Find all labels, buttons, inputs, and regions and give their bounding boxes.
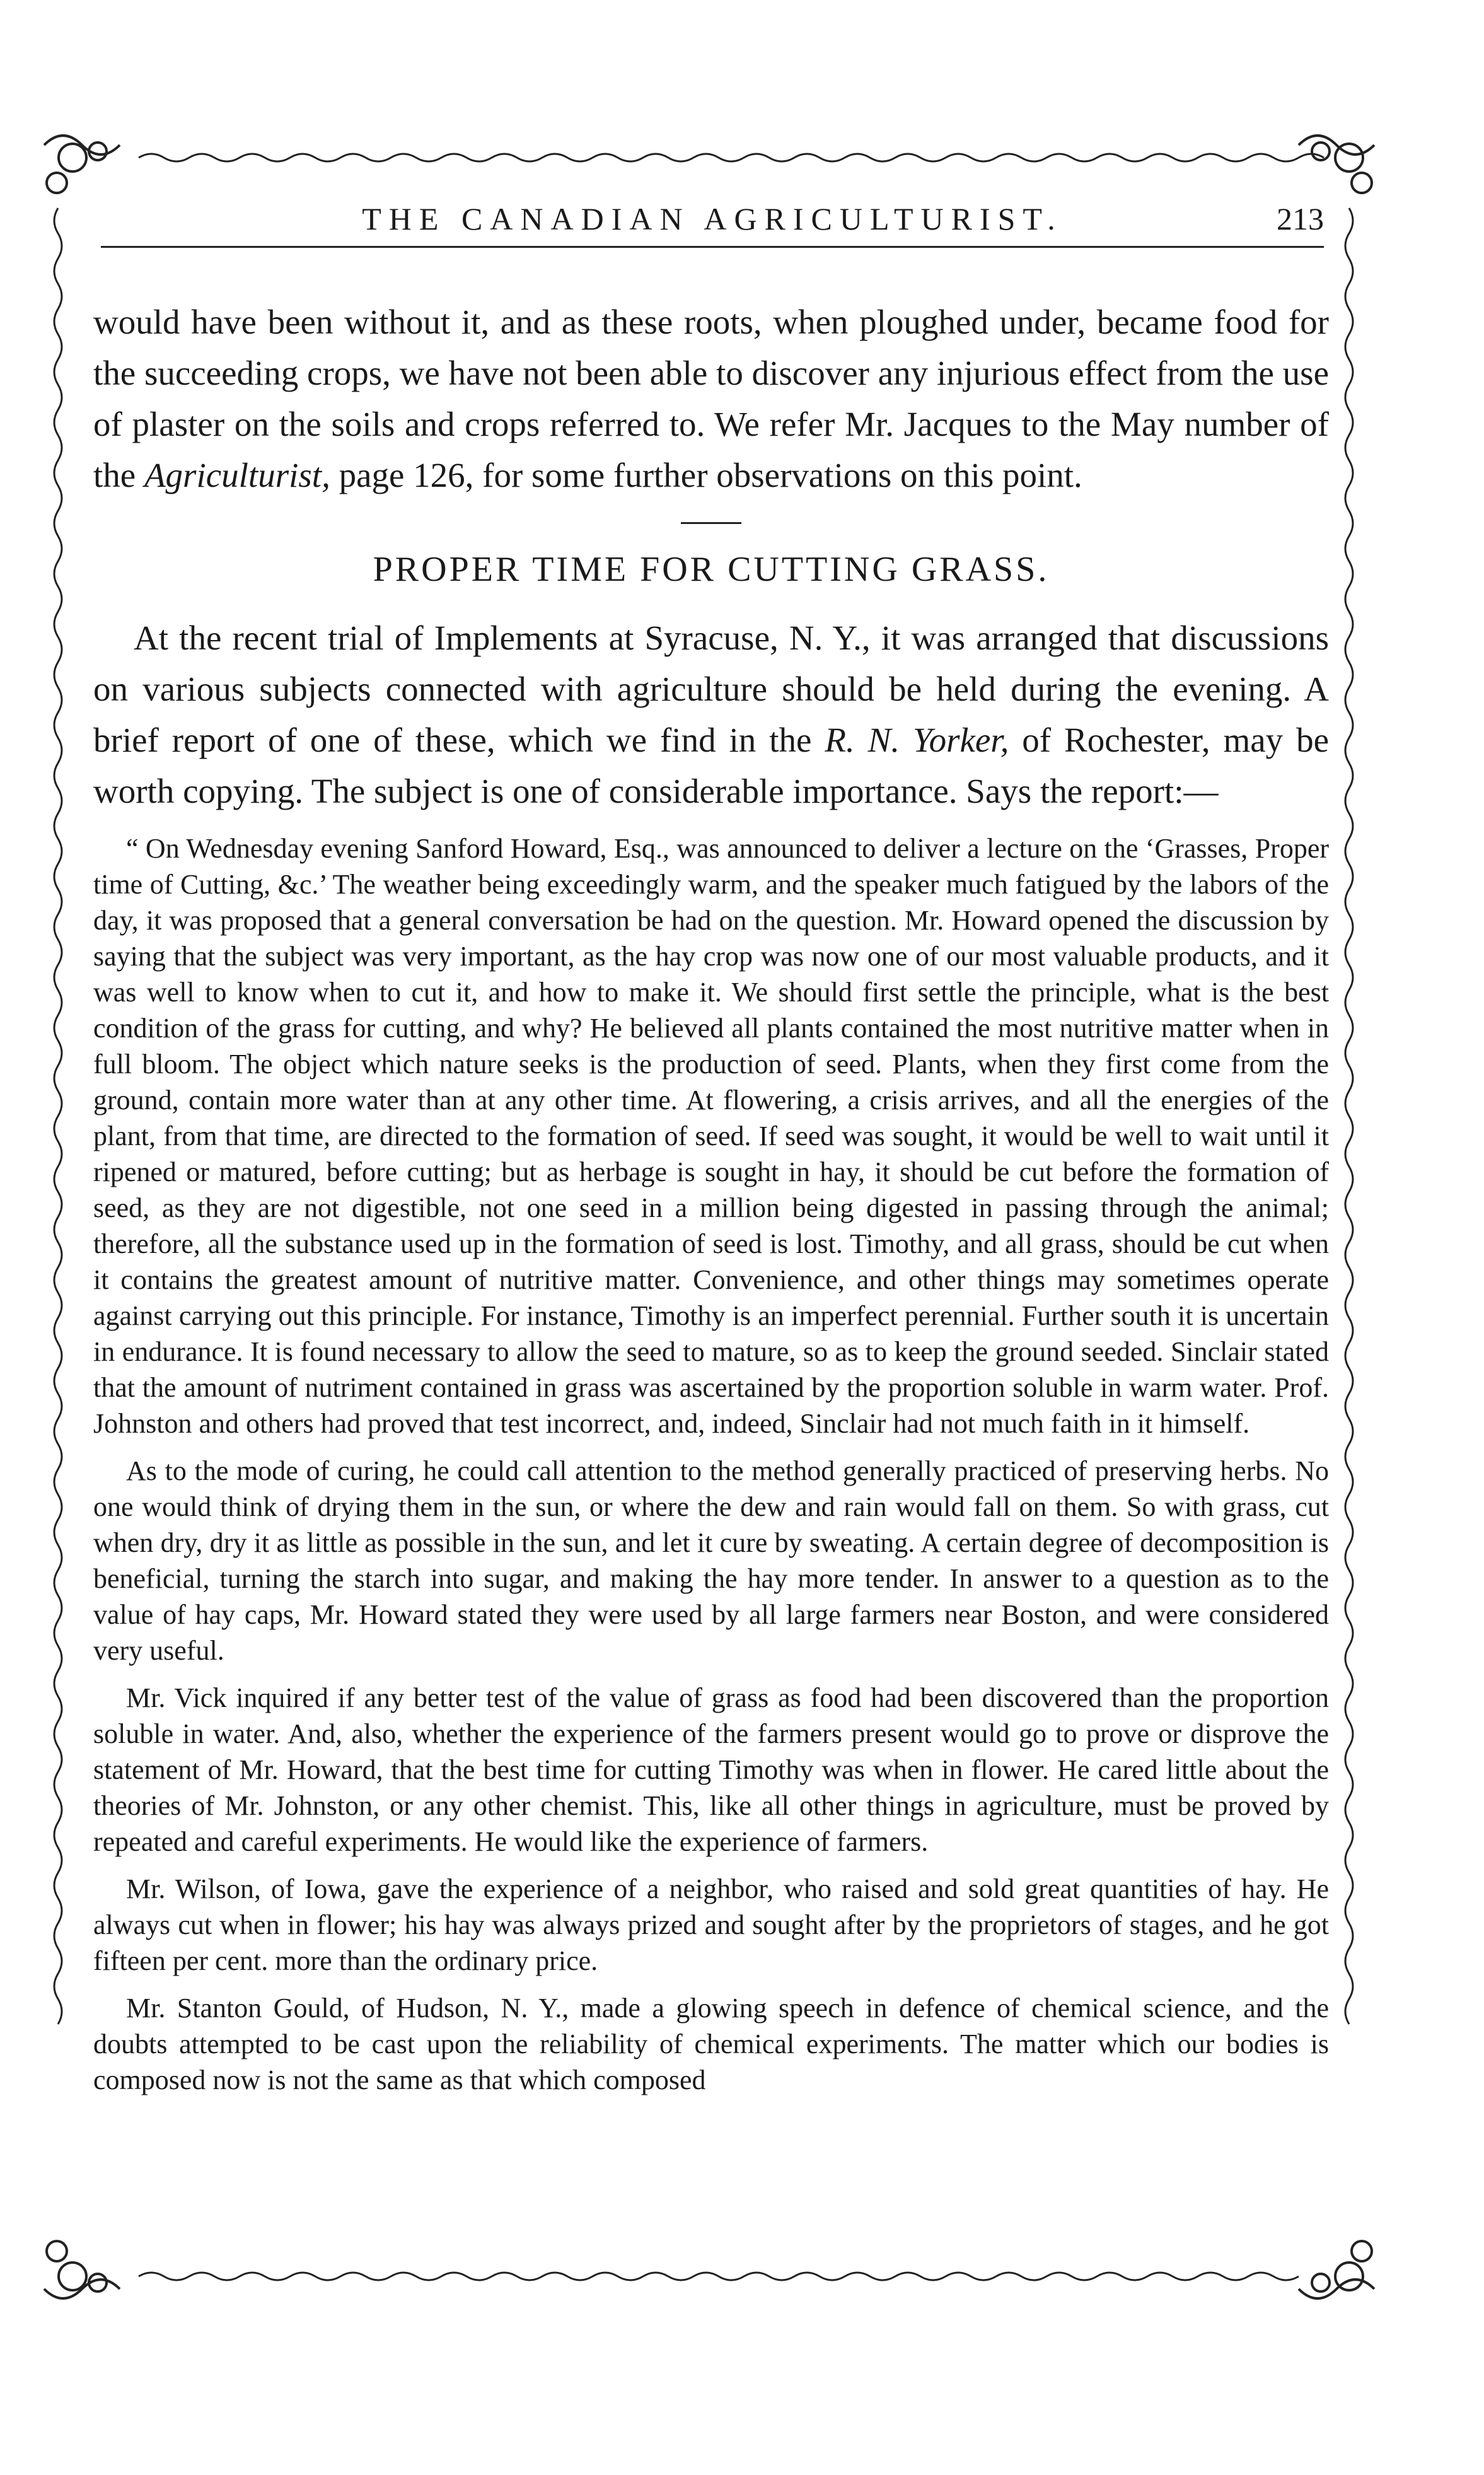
running-header [101, 189, 1324, 248]
quoted-paragraph: Mr. Wilson, of Iowa, gave the experience of a neighbor, who raised and sold great quantities of hay. He always cut when in flower; his hay was always prized and sought after by the proprietors of stages, and he got fifteen per cent. more than the ordinary price. [93, 1873, 1329, 1976]
article-lead-paragraph [93, 612, 1329, 817]
page-number: 213 [1277, 201, 1324, 236]
running-title: THE CANADIAN AGRICULTURIST. [362, 201, 1063, 236]
lead-italic-source: R. N. Yorker, [825, 721, 1009, 759]
border-right-wave [1345, 208, 1353, 2024]
intro-italic-title: Agriculturist, [144, 456, 330, 494]
section-divider [681, 522, 741, 524]
border-bottom-wave [139, 2273, 1299, 2280]
lead-text-2: of Rochester, may be worth copying. The subject is one of considerable importance. Says the report:— [93, 721, 1329, 810]
intro-text-2: page 126, for some further observations on this point. [330, 456, 1082, 494]
quoted-paragraph: As to the mode of curing, he could call attention to the method generally practiced of preserving herbs. No one would think of drying them in the sun, or where the dew and rain would fall on them. So with grass, cut when dry, dry it as little as possible in the sun, and let it cure by sweating. A certain degree of decomposition is beneficial, turning the starch into sugar, and making the hay more tender. In answer to a question as to the value of hay caps, Mr. Howard stated they were used by all large farmers near Boston, and were considered very useful. [93, 1455, 1329, 1666]
corner-ornament-top-left [44, 136, 120, 193]
intro-paragraph [93, 296, 1329, 501]
border-left-wave [54, 208, 62, 2024]
quoted-paragraph: Mr. Vick inquired if any better test of the value of grass as food had been discovered than the proportion soluble in water. And, also, whether the experience of the farmers present would go to prove or disprove the statement of Mr. Howard, that the best time for cutting Timothy was when in flower. He cared little about the theories of Mr. Johnston, or any other chemist. This, like all other things in agriculture, must be proved by repeated and careful experiments. He would like the experience of farmers. [93, 1682, 1329, 1857]
corner-ornament-bottom-right [1299, 2241, 1374, 2298]
corner-ornament-bottom-left [44, 2241, 120, 2298]
intro-text-1: would have been without it, and as these roots, when ploughed under, became food for the succeeding crops, we have not been able to discover any injurious effect from the use of plaster on the soils and crops referred to. We refer Mr. Jacques to the May number of the [93, 303, 1329, 494]
quoted-paragraph: Mr. Stanton Gould, of Hudson, N. Y., made a glowing speech in defence of chemical science, and the doubts attempted to be cast upon the reliability of chemical experiments. The matter which our bodies is composed now is not the same as that which composed [93, 1993, 1329, 2095]
quoted-paragraph: “ On Wednesday evening Sanford Howard, Esq., was announced to deliver a lecture on the ‘Grasses, Proper time of Cutting, &c.’ The weather being exceedingly warm, and the speaker much fatigued by the labors of the day, it was proposed that a general conversation be had on the question. Mr. Howard opened the discussion by saying that the subject was very important, as the hay crop was now one of our most valuable products, and it was well to know when to cut it, and how to make it. We should first settle the principle, what is the best condition of the grass for cutting, and why? He believed all plants contained the most nutritive matter when in full bloom. The object which nature seeks is the production of seed. Plants, when they first come from the ground, contain more water than at any other time. At flowering, a crisis arrives, and all the energies of the plant, from that time, are directed to the formation of seed. If seed was sought, it would be well to wait until it ripened or matured, before cutting; but as herbage is sought in hay, it should be cut before the formation of seed, as they are not digestible, not one seed in a million being digested in passing through the animal; therefore, all the substance used up in the formation of seed is lost. Timothy, and all grass, should be cut when it contains the greatest amount of nutritive matter. Convenience, and other things may sometimes operate against carrying out this principle. For instance, Timothy is an imperfect perennial. Further south it is uncertain in endurance. It is found necessary to allow the seed to mature, so as to keep the ground seeded. Sinclair stated that the amount of nutriment contained in grass was ascertained by the proportion soluble in warm water. Prof. Johnston and others had proved that test incorrect, and, indeed, Sinclair had not much faith in it himself. [93, 833, 1329, 1439]
lead-text-1: At the recent trial of Implements at Syracuse, N. Y., it was arranged that discussions on various subjects connected with agriculture should be held during the evening. A brief report of one of these, which we find in the [93, 619, 1329, 759]
page-body [93, 296, 1329, 2109]
border-top-wave [139, 154, 1324, 161]
corner-ornament-top-right [1299, 136, 1374, 193]
article-heading: PROPER TIME FOR CUTTING GRASS. [373, 550, 1050, 589]
